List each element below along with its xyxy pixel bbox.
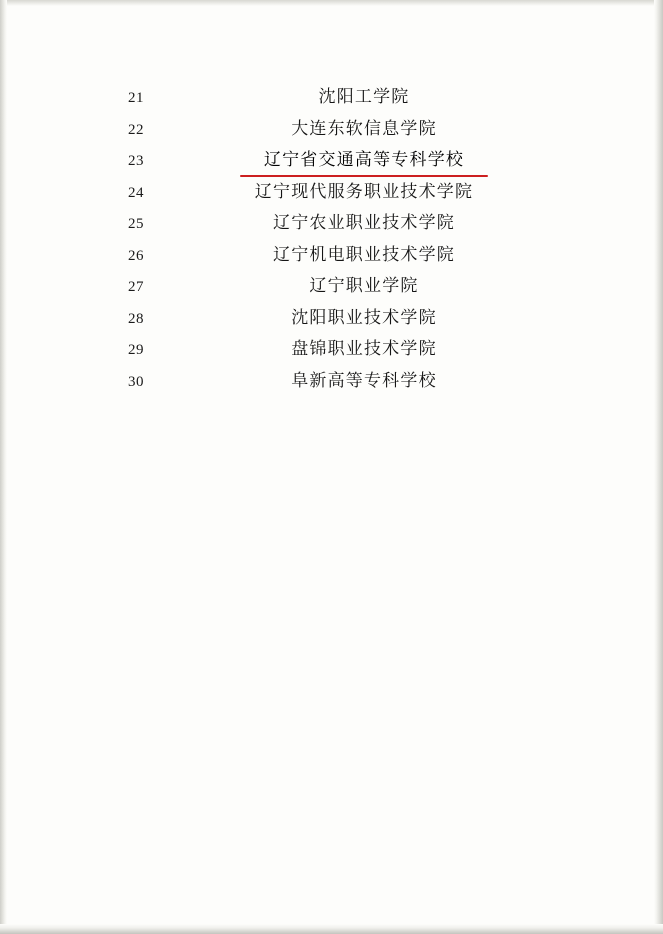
list-item-name: 沈阳职业技术学院 xyxy=(291,307,437,328)
list-item xyxy=(128,271,548,303)
list-item-number: 30 xyxy=(128,373,144,390)
list-item xyxy=(128,240,548,272)
list-item-number: 29 xyxy=(128,342,144,358)
list-item-name: 大连东软信息学院 xyxy=(291,118,437,139)
list-item xyxy=(128,208,548,240)
page-edge-bottom xyxy=(0,924,663,934)
list-item-name: 盘锦职业技术学院 xyxy=(291,339,437,359)
school-list xyxy=(128,82,548,397)
list-item-name: 沈阳工学院 xyxy=(318,87,410,107)
list-item-number: 21 xyxy=(128,90,144,106)
list-item xyxy=(128,366,548,398)
list-item-number: 25 xyxy=(128,216,144,232)
list-item-name: 辽宁现代服务职业技术学院 xyxy=(254,181,474,202)
list-item xyxy=(128,334,548,366)
list-item-number: 22 xyxy=(128,121,144,138)
list-item xyxy=(128,303,548,335)
list-item-name: 辽宁职业学院 xyxy=(309,276,419,296)
list-item xyxy=(128,145,548,177)
list-item-number: 28 xyxy=(128,310,144,327)
list-item-number: 27 xyxy=(128,279,144,295)
list-item-number: 26 xyxy=(128,247,144,264)
list-item xyxy=(128,114,548,146)
list-item-number: 24 xyxy=(128,184,144,201)
list-item-name: 阜新高等专科学校 xyxy=(291,370,437,391)
list-item-number: 23 xyxy=(128,153,144,169)
page-edge-left xyxy=(0,0,7,934)
page-edge-top xyxy=(0,0,663,6)
list-item-name: 辽宁农业职业技术学院 xyxy=(273,213,455,233)
list-item xyxy=(128,177,548,209)
page-edge-right xyxy=(654,0,663,934)
list-item-name: 辽宁省交通高等专科学校 xyxy=(180,145,548,172)
list-item xyxy=(128,82,548,114)
list-item-name: 辽宁机电职业技术学院 xyxy=(273,244,455,265)
